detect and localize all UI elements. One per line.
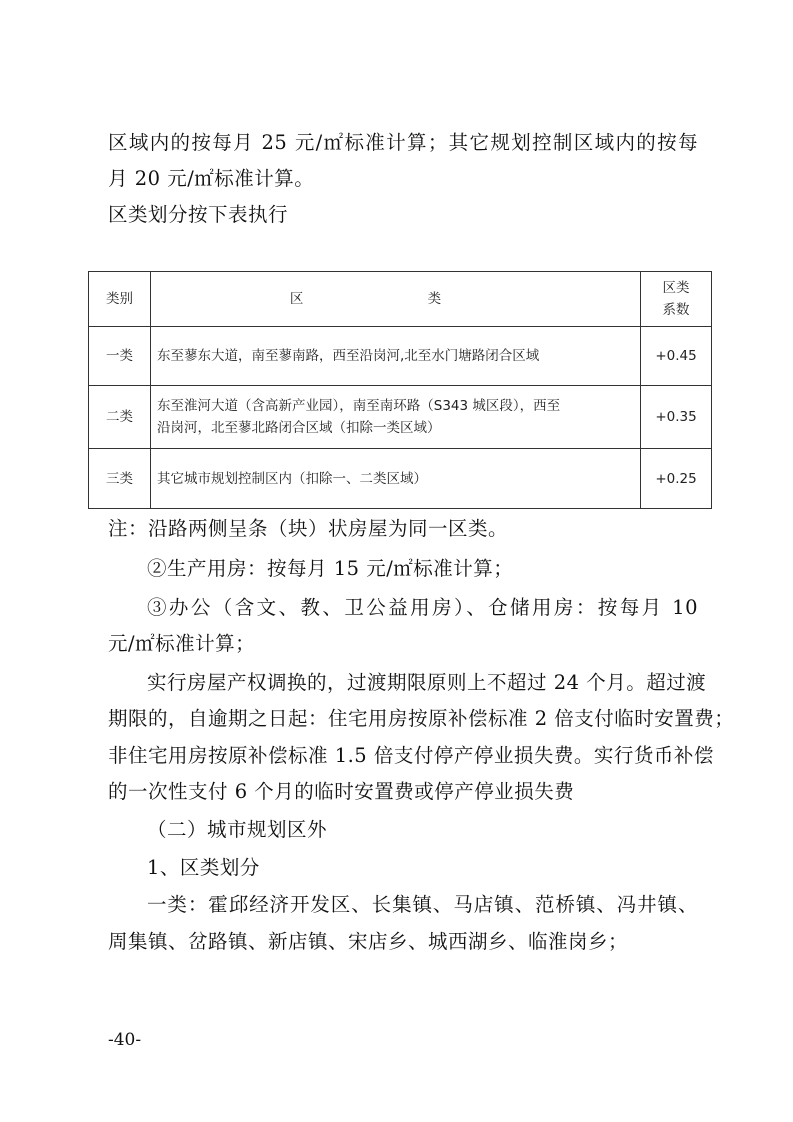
row-zone-line: 沿岗河，北至蓼北路闭合区域（扣除一类区域） [157, 420, 441, 436]
header-category: 类别 [89, 272, 151, 327]
row-zone-line: 东至淮河大道（含高新产业园），南至南环路（S343 城区段），西至 [157, 398, 561, 414]
row-category: 三类 [89, 449, 151, 509]
row-category: 二类 [89, 386, 151, 449]
paragraph-line: 实行房屋产权调换的，过渡期限原则上不超过 24 个月。超过渡 [147, 671, 707, 694]
row-coefficient: +0.45 [641, 327, 712, 386]
subsection-heading: 1、区类划分 [147, 856, 260, 879]
paragraph-line: 区域内的按每月 25 元/㎡标准计算；其它规划控制区域内的按每 [108, 131, 698, 154]
row-coefficient: +0.25 [641, 449, 712, 509]
note-line: 注：沿路两侧呈条（块）状房屋为同一区类。 [108, 517, 509, 540]
paragraph-line: 月 20 元/㎡标准计算。 [108, 167, 315, 190]
row-zone: 其它城市规划控制区内（扣除一、二类区域） [151, 449, 641, 509]
header-coefficient [641, 272, 712, 327]
table-row [89, 449, 712, 509]
paragraph-line: 区类划分按下表执行 [108, 203, 289, 226]
paragraph-line: 期限的，自逾期之日起：住宅用房按原补偿标准 2 倍支付临时安置费； [108, 707, 735, 730]
zone-classification-table [88, 271, 712, 509]
paragraph-line: 非住宅用房按原补偿标准 1.5 倍支付停产停业损失费。实行货币补偿 [108, 744, 714, 767]
table-row [89, 386, 712, 449]
table-row [89, 327, 712, 386]
row-category: 一类 [89, 327, 151, 386]
paragraph-line: 的一次性支付 6 个月的临时安置费或停产停业损失费 [108, 780, 575, 803]
header-coef-line2: 系数 [662, 302, 690, 318]
row-coefficient: +0.35 [641, 386, 712, 449]
row-zone: 东至蓼东大道，南至蓼南路，西至沿岗河,北至水门塘路闭合区域 [151, 327, 641, 386]
paragraph-line: 元/㎡标准计算； [108, 632, 256, 655]
paragraph-line: ②生产用房：按每月 15 元/㎡标准计算； [147, 557, 514, 580]
page-number: -40- [108, 1030, 142, 1050]
paragraph-line: 周集镇、岔路镇、新店镇、宋店乡、城西湖乡、临淮岗乡； [108, 930, 629, 953]
header-coef-line1: 区类 [662, 280, 690, 296]
paragraph-line: 一类：霍邱经济开发区、长集镇、马店镇、范桥镇、冯井镇、 [147, 893, 698, 916]
row-zone [151, 386, 641, 449]
section-heading: （二）城市规划区外 [147, 818, 328, 841]
paragraph-line: ③办公（含文、教、卫公益用房）、仓储用房：按每月 10 [147, 596, 698, 619]
table-header-row [89, 272, 712, 327]
header-zone: 区 类 [151, 272, 641, 327]
